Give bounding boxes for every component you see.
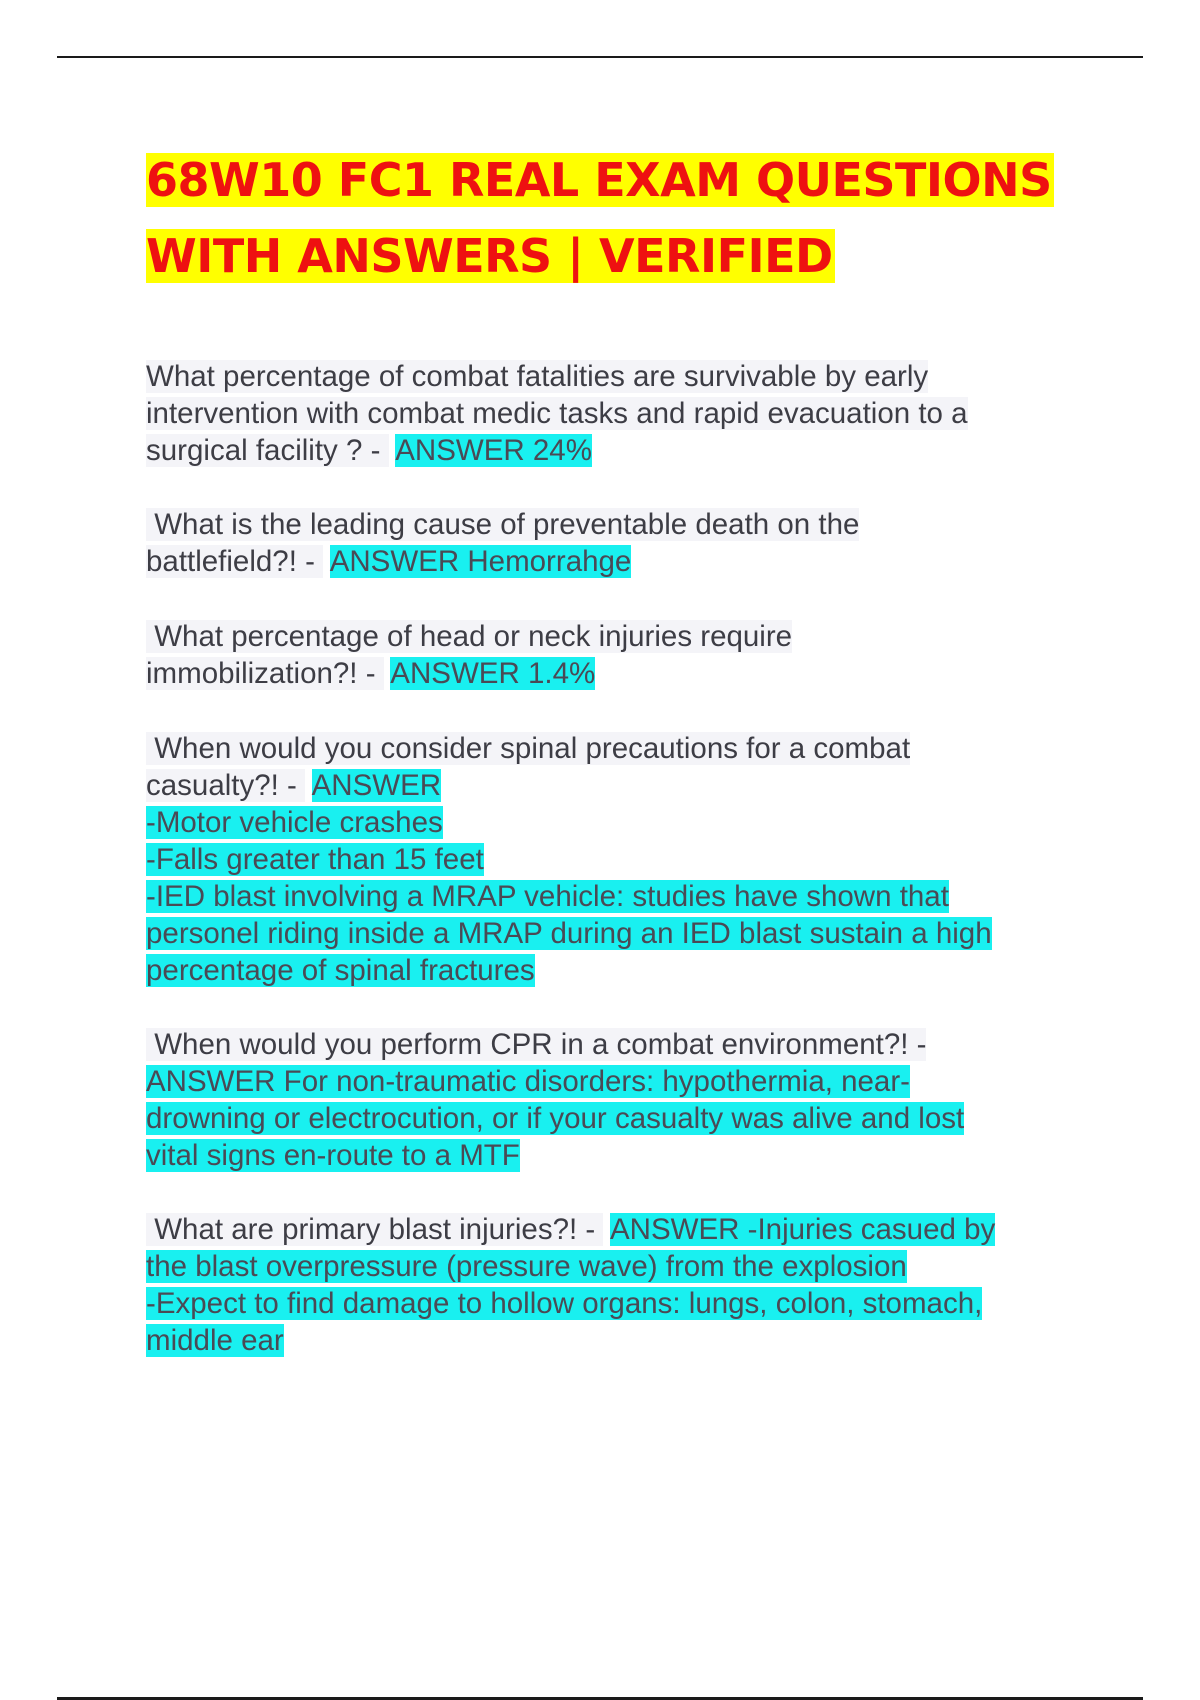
question-text: casualty?! - xyxy=(146,769,306,802)
answer-text: -IED blast involving a MRAP vehicle: studies have shown that xyxy=(146,880,949,913)
qa-item xyxy=(146,618,1146,692)
title-line-2: WITH ANSWERS | VERIFIED xyxy=(146,229,833,283)
answer-text: personel riding inside a MRAP during an IED blast sustain a high xyxy=(146,917,992,950)
answer-text: ANSWER 1.4% xyxy=(390,657,596,690)
answer-text: ANSWER 24% xyxy=(395,434,592,467)
answer-text: ANSWER Hemorrahge xyxy=(329,545,632,578)
qa-item xyxy=(146,1026,1146,1174)
document-title xyxy=(146,142,1146,294)
qa-item xyxy=(146,358,1146,469)
question-text: battlefield?! - xyxy=(146,545,324,578)
qa-item xyxy=(146,730,1146,989)
question-text: When would you consider spinal precautions for a combat xyxy=(146,732,911,765)
title-line-1: 68W10 FC1 REAL EXAM QUESTIONS xyxy=(146,153,1052,207)
answer-text: percentage of spinal fractures xyxy=(146,954,535,987)
question-text: When would you perform CPR in a combat environment?! - xyxy=(146,1028,927,1061)
answer-text: -Motor vehicle crashes xyxy=(146,806,443,839)
answer-text: middle ear xyxy=(146,1324,284,1357)
answer-text: ANSWER -Injuries casued by xyxy=(609,1213,996,1246)
answer-text: ANSWER For non-traumatic disorders: hypothermia, near- xyxy=(146,1065,910,1098)
question-text: What percentage of head or neck injuries require xyxy=(146,620,793,653)
question-text: surgical facility ? - xyxy=(146,434,389,467)
question-text: intervention with combat medic tasks and rapid evacuation to a xyxy=(146,397,968,430)
answer-text: -Expect to find damage to hollow organs: lungs, colon, stomach, xyxy=(146,1287,983,1320)
top-rule xyxy=(57,56,1143,58)
question-text: What percentage of combat fatalities are survivable by early xyxy=(146,360,929,393)
question-text: What is the leading cause of preventable death on the xyxy=(146,508,860,541)
answer-text: -Falls greater than 15 feet xyxy=(146,843,484,876)
question-text: What are primary blast injuries?! - xyxy=(146,1213,604,1246)
answer-text: ANSWER xyxy=(311,769,442,802)
answer-text: the blast overpressure (pressure wave) from the explosion xyxy=(146,1250,907,1283)
answer-text: drowning or electrocution, or if your casualty was alive and lost xyxy=(146,1102,965,1135)
question-text: immobilization?! - xyxy=(146,657,384,690)
answer-text: vital signs en-route to a MTF xyxy=(146,1139,520,1172)
qa-item xyxy=(146,1211,1146,1359)
qa-item xyxy=(146,506,1146,580)
